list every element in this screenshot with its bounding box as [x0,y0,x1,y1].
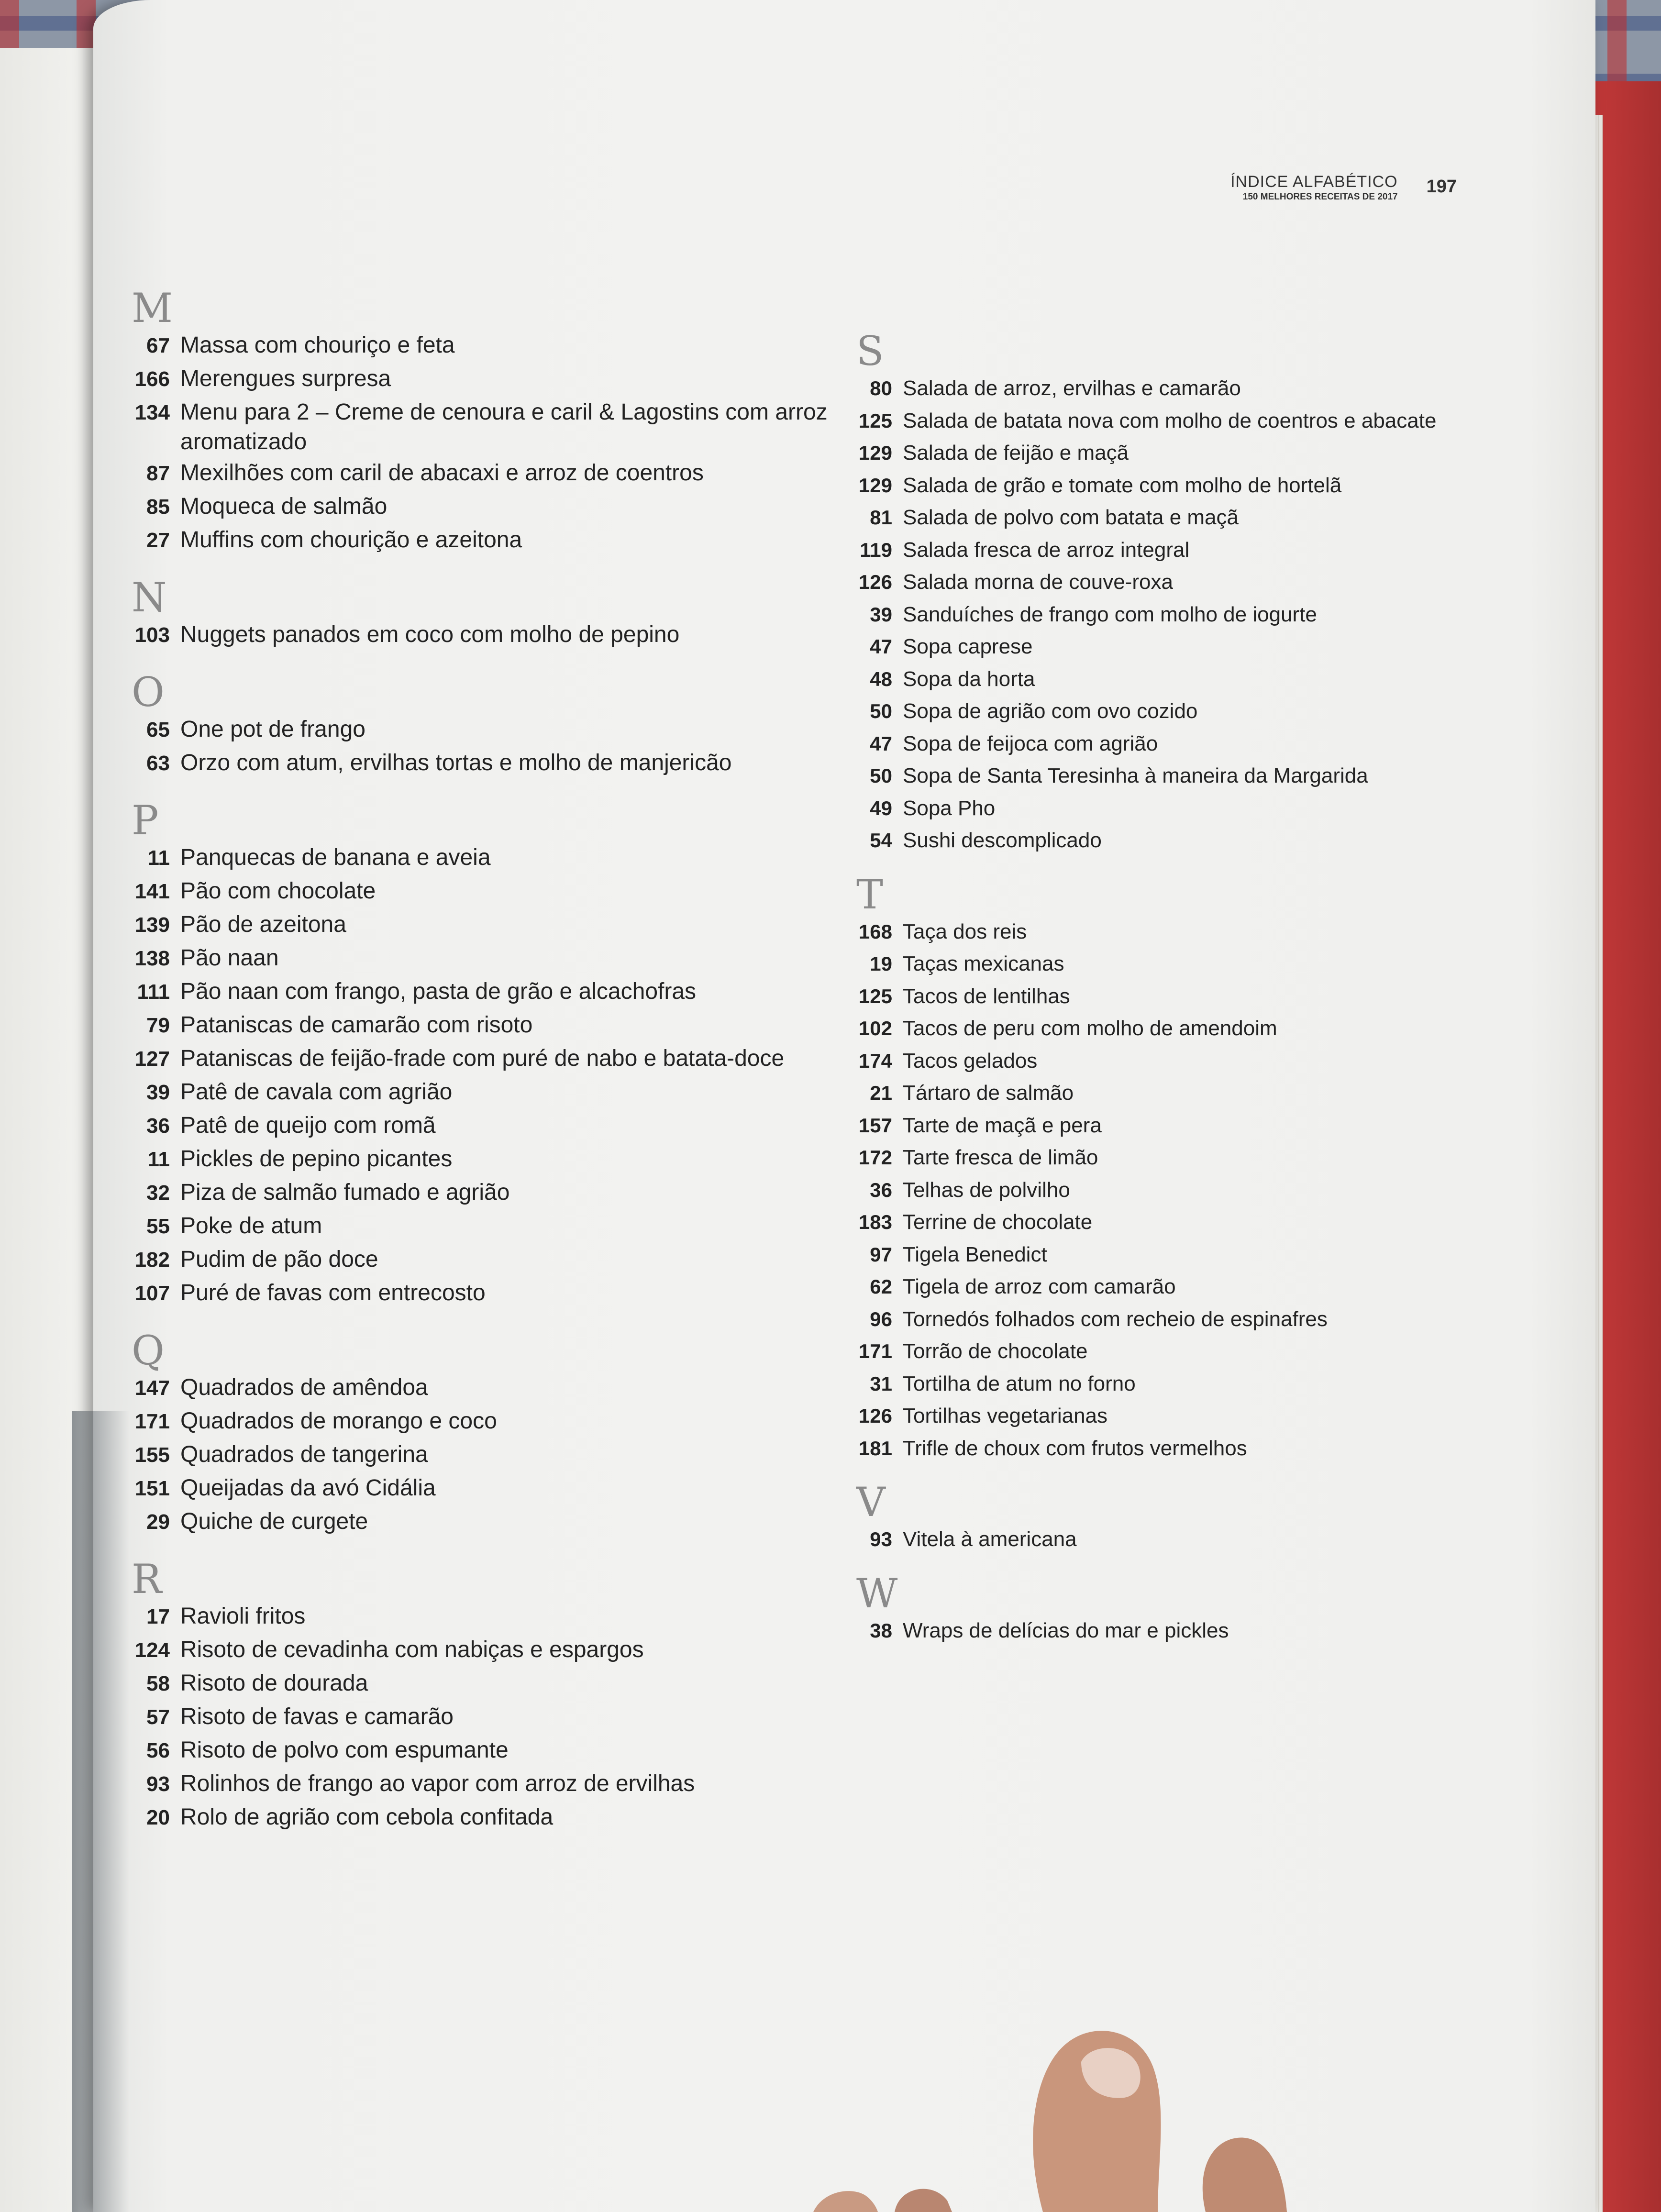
entry-title: One pot de frango [180,717,365,742]
index-entry [847,534,1469,566]
index-entry [122,1143,840,1176]
index-entry [847,598,1469,631]
index-entry [847,501,1469,534]
index-entry [122,975,840,1009]
index-entry [122,1371,840,1405]
entry-title: Pickles de pepino picantes [180,1146,453,1172]
entry-title: Risoto de dourada [180,1670,368,1696]
entry-page-number: 97 [870,1243,892,1266]
entry-page-number: 107 [134,1282,170,1305]
index-entry [847,695,1469,728]
entry-page-number: 80 [870,377,892,399]
index-entry [122,713,840,747]
section-letter: S [856,328,884,375]
index-entry [847,824,1469,857]
section-letter: R [132,1556,162,1603]
section-letter: O [132,669,165,716]
entry-page-number: 129 [858,442,892,464]
entry-title: Muffins com chourição e azeitona [180,527,522,553]
index-entry [122,1009,840,1042]
entry-title: Torrão de chocolate [903,1339,1088,1363]
entry-page-number: 27 [146,529,170,552]
entry-page-number: 50 [870,700,892,722]
entry-title: Patê de cavala com agrião [180,1079,453,1105]
entry-title: Poke de atum [180,1213,322,1239]
index-entry [122,1277,840,1310]
entry-page-number: 157 [858,1114,892,1137]
entry-page-number: 29 [146,1510,170,1534]
index-entry [122,1701,840,1734]
entry-page-number: 11 [147,846,170,870]
entry-page-number: 57 [146,1705,170,1729]
entry-title: Ravioli fritos [180,1604,306,1629]
entry-title: Tortilha de atum no forno [903,1371,1136,1395]
index-entry [847,1400,1469,1432]
entry-page-number: 125 [858,984,892,1007]
index-entry [122,1076,840,1109]
entry-title: Piza de salmão fumado e agrião [180,1180,510,1205]
entry-page-number: 20 [146,1806,170,1829]
entry-title: Tigela de arroz com camarão [903,1275,1176,1298]
entry-page-number: 102 [858,1017,892,1040]
entry-page-number: 134 [134,401,170,424]
entry-page-number: 141 [134,880,170,903]
entry-title: Quadrados de amêndoa [180,1375,428,1400]
entry-title: Moqueca de salmão [180,494,388,519]
entry-title: Massa com chouriço e feta [180,332,455,358]
index-entry [847,792,1469,825]
index-entry [847,760,1469,792]
entry-page-number: 58 [146,1672,170,1695]
entry-title: Pão com chocolate [180,878,376,904]
entry-page-number: 168 [858,920,892,943]
entry-page-number: 19 [870,952,892,975]
entry-page-number: 96 [870,1307,892,1330]
entry-title: Sopa de agrião com ovo cozido [903,699,1198,723]
entry-title: Quiche de curgete [180,1509,368,1534]
entry-page-number: 87 [146,462,170,485]
index-entry [847,1239,1469,1271]
index-entry [122,1405,840,1438]
entry-title: Sopa da horta [903,667,1035,691]
index-entry [122,1600,840,1634]
entry-title: Terrine de chocolate [903,1210,1093,1234]
index-entry [122,1801,840,1835]
entry-title: Salada de grão e tomate com molho de hortelã [903,473,1342,497]
index-entry [847,405,1469,437]
entry-page-number: 171 [858,1340,892,1362]
entry-page-number: 32 [146,1181,170,1205]
index-entry [847,1615,1469,1647]
index-entry [847,1109,1469,1142]
index-entry [847,663,1469,696]
entry-title: Queijadas da avó Cidália [180,1475,436,1501]
entry-title: Taça dos reis [903,919,1027,943]
entry-title: Tarte fresca de limão [903,1146,1098,1169]
index-entry [122,1634,840,1667]
entry-title: Tacos de lentilhas [903,984,1070,1008]
entry-page-number: 47 [870,635,892,658]
entry-page-number: 21 [870,1082,892,1104]
entry-page-number: 129 [858,474,892,497]
entry-title: Pataniscas de camarão com risoto [180,1012,533,1038]
entry-title: Tigela Benedict [903,1242,1047,1266]
entry-title: Risoto de cevadinha com nabiças e espargos [180,1637,644,1662]
index-column-right [847,330,1469,1647]
entry-page-number: 47 [870,732,892,755]
entry-page-number: 126 [858,571,892,593]
index-section-w [847,1572,1469,1647]
index-entry [122,1042,840,1076]
entry-title: Vitela à americana [903,1527,1077,1551]
entry-title: Tártaro de salmão [903,1081,1074,1105]
entry-page-number: 50 [870,764,892,787]
index-section-t [847,871,1469,1465]
index-entry [122,524,840,557]
entry-title: Pudim de pão doce [180,1247,378,1272]
index-entry [122,875,840,908]
entry-page-number: 139 [134,913,170,937]
section-letter: T [856,871,884,918]
entry-page-number: 151 [134,1477,170,1500]
index-section-n [122,576,840,652]
index-entry [847,1523,1469,1556]
index-entry [122,363,840,396]
page-number: 197 [1426,177,1457,197]
entry-page-number: 119 [860,538,892,561]
page-shadow [72,1411,129,2212]
index-entry [847,1045,1469,1077]
entry-page-number: 85 [146,495,170,519]
entry-page-number: 155 [134,1443,170,1467]
entry-page-number: 147 [134,1376,170,1400]
index-section-v [847,1481,1469,1556]
index-entry [847,1368,1469,1400]
entry-title: Menu para 2 – Creme de cenoura e caril & Lagostins com arroz aromatizado [180,399,828,454]
index-entry [847,630,1469,663]
entry-page-number: 55 [146,1215,170,1238]
index-entry [847,1432,1469,1465]
entry-page-number: 49 [870,796,892,819]
entry-page-number: 36 [146,1114,170,1138]
index-entry [847,1174,1469,1206]
entry-title: Tacos de peru com molho de amendoim [903,1017,1277,1040]
entry-title: Tacos gelados [903,1049,1038,1073]
entry-title: Salada de feijão e maçã [903,441,1129,465]
index-entry [122,1768,840,1801]
entry-page-number: 56 [146,1739,170,1762]
header-subtitle: 150 MELHORES RECEITAS DE 2017 [1242,192,1398,202]
entry-title: Sopa de feijoca com agrião [903,731,1158,755]
entry-title: Rolinhos de frango ao vapor com arroz de ervilhas [180,1771,695,1796]
entry-page-number: 65 [146,718,170,741]
index-section-m [122,287,840,557]
entry-title: Salada de polvo com batata e maçã [903,506,1239,529]
entry-title: Salada fresca de arroz integral [903,538,1190,562]
header-text [1230,172,1398,203]
running-header [1230,172,1457,203]
index-entry [122,329,840,363]
entry-title: Risoto de favas e camarão [180,1704,454,1729]
section-letter: Q [132,1327,165,1374]
index-entry [122,1505,840,1539]
entry-title: Panquecas de banana e aveia [180,845,491,870]
index-entry [122,1734,840,1768]
entry-page-number: 103 [134,623,170,647]
entry-page-number: 172 [858,1146,892,1169]
index-entry [122,1210,840,1243]
entry-title: Nuggets panados em coco com molho de pepino [180,622,680,647]
entry-title: Pão naan [180,945,279,971]
index-entry [122,841,840,875]
entry-title: Tornedós folhados com recheio de espinafres [903,1307,1328,1331]
index-section-s [847,330,1469,857]
index-entry [122,490,840,524]
entry-page-number: 93 [146,1772,170,1796]
index-entry [122,1243,840,1277]
index-entry [847,916,1469,948]
index-entry [122,457,840,490]
entry-page-number: 171 [134,1410,170,1433]
section-letter: M [132,285,173,332]
entry-page-number: 111 [137,980,170,1004]
entry-title: Rolo de agrião com cebola confitada [180,1804,554,1830]
index-entry [847,980,1469,1013]
index-entry [122,1438,840,1472]
index-entry [122,1667,840,1701]
entry-page-number: 81 [870,506,892,529]
entry-page-number: 48 [870,667,892,690]
index-entry [847,1012,1469,1045]
entry-page-number: 183 [858,1211,892,1233]
entry-title: Sushi descomplicado [903,829,1102,852]
index-entry [122,619,840,652]
entry-title: Pataniscas de feijão-frade com puré de nabo e batata-doce [180,1046,785,1071]
finger-image [775,2000,1325,2212]
entry-page-number: 31 [870,1372,892,1395]
entry-title: Tarte de maçã e pera [903,1113,1102,1137]
index-entry [122,747,840,780]
index-entry [122,1109,840,1143]
entry-page-number: 62 [870,1275,892,1298]
entry-title: Tortilhas vegetarianas [903,1404,1108,1427]
entry-title: Merengues surpresa [180,366,391,391]
entry-title: Wraps de delícias do mar e pickles [903,1618,1229,1642]
entry-page-number: 124 [134,1638,170,1662]
entry-page-number: 63 [146,752,170,775]
entry-page-number: 126 [858,1405,892,1427]
section-letter: P [132,797,159,844]
entry-page-number: 127 [134,1047,170,1071]
index-entry [847,1141,1469,1174]
entry-title: Puré de favas com entrecosto [180,1280,486,1305]
entry-page-number: 39 [870,603,892,626]
entry-title: Pão de azeitona [180,912,346,937]
index-column-left [122,287,840,1835]
section-letter: V [856,1479,886,1526]
entry-page-number: 181 [858,1437,892,1460]
entry-title: Taças mexicanas [903,952,1064,975]
index-entry [847,1271,1469,1303]
index-entry [847,1206,1469,1239]
index-section-o [122,671,840,780]
entry-title: Orzo com atum, ervilhas tortas e molho de manjericão [180,750,732,775]
entry-title: Quadrados de tangerina [180,1442,428,1467]
index-entry [122,1472,840,1505]
index-section-p [122,799,840,1310]
entry-page-number: 182 [134,1248,170,1272]
header-title: ÍNDICE ALFABÉTICO [1230,173,1398,191]
entry-title: Quadrados de morango e coco [180,1408,497,1434]
index-entry [847,566,1469,598]
entry-page-number: 125 [858,409,892,432]
entry-title: Salada morna de couve-roxa [903,570,1173,594]
entry-title: Salada de arroz, ervilhas e camarão [903,376,1241,400]
entry-page-number: 93 [870,1528,892,1550]
entry-title: Patê de queijo com romã [180,1113,436,1138]
index-entry [847,437,1469,469]
index-entry [122,396,840,457]
index-entry [122,908,840,942]
index-section-r [122,1558,840,1835]
index-entry [847,372,1469,405]
entry-title: Telhas de polvilho [903,1178,1070,1202]
entry-page-number: 67 [146,334,170,357]
section-letter: N [132,574,167,621]
entry-page-number: 166 [134,367,170,391]
entry-page-number: 138 [134,947,170,970]
index-entry [847,1303,1469,1336]
section-letter: W [856,1570,898,1617]
index-entry [847,1335,1469,1368]
entry-page-number: 36 [870,1178,892,1201]
entry-title: Sanduíches de frango com molho de iogurte [903,602,1317,626]
entry-page-number: 38 [870,1619,892,1642]
index-entry [847,948,1469,980]
entry-title: Mexilhões com caril de abacaxi e arroz de coentros [180,460,704,486]
entry-page-number: 79 [146,1014,170,1037]
entry-title: Risoto de polvo com espumante [180,1737,509,1763]
index-entry [847,469,1469,502]
entry-page-number: 17 [146,1605,170,1628]
entry-title: Sopa caprese [903,635,1033,658]
entry-title: Pão naan com frango, pasta de grão e alcachofras [180,979,697,1004]
entry-page-number: 39 [146,1081,170,1104]
index-entry [847,1077,1469,1109]
index-entry [122,942,840,975]
entry-title: Salada de batata nova com molho de coentros e abacate [903,409,1437,432]
entry-title: Trifle de choux com frutos vermelhos [903,1436,1247,1460]
index-entry [847,728,1469,760]
entry-title: Sopa de Santa Teresinha à maneira da Margarida [903,764,1368,787]
entry-page-number: 174 [858,1049,892,1072]
index-entry [122,1176,840,1210]
index-section-q [122,1329,840,1539]
entry-title: Sopa Pho [903,796,996,820]
entry-page-number: 11 [147,1148,170,1171]
entry-page-number: 54 [870,829,892,852]
